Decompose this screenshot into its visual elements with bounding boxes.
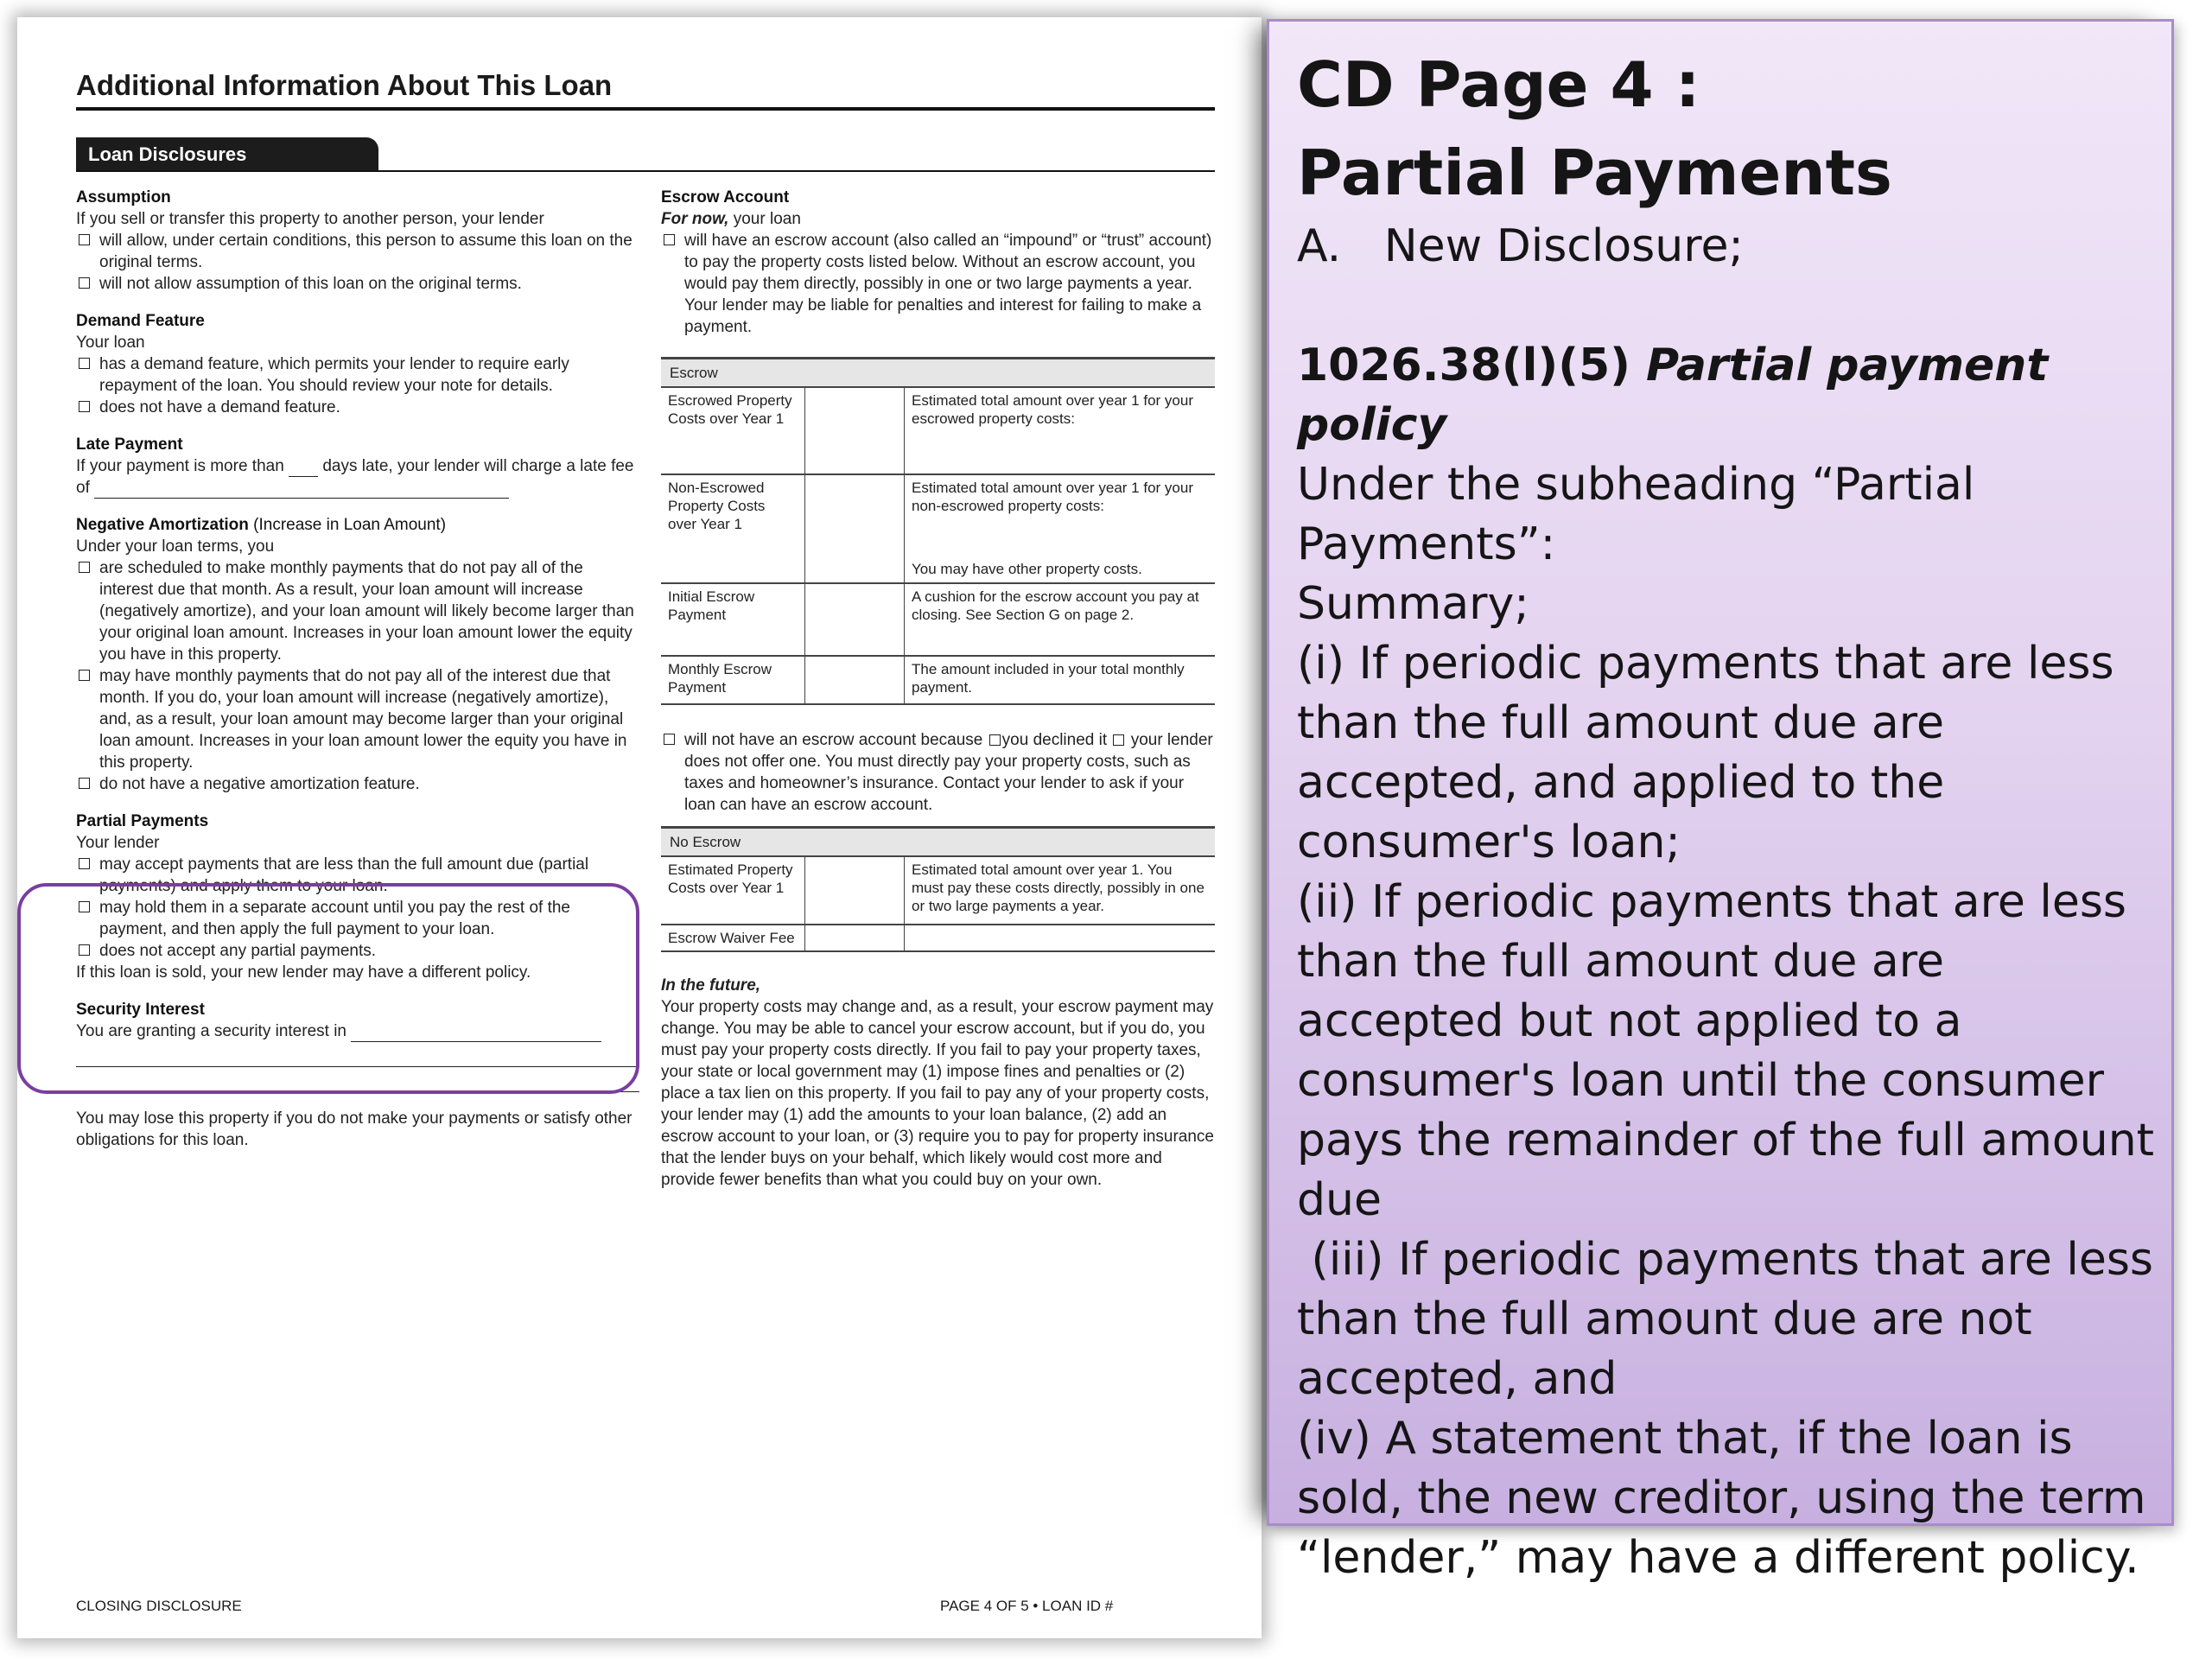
amount-cell[interactable] xyxy=(805,925,905,951)
panel-line: (iii) If periodic payments that are less than the full amount due are not accepted, and xyxy=(1297,1234,2168,1405)
checkbox[interactable] xyxy=(79,234,90,245)
future-heading: In the future, xyxy=(661,976,761,995)
partial-option-accept[interactable]: may accept payments that are less than the full amount due (partial payments) and apply them to your loan. xyxy=(76,854,639,897)
negam-heading: Negative Amortization (Increase in Loan Amount) xyxy=(76,516,447,534)
checkbox[interactable] xyxy=(79,778,90,789)
panel-line: (i) If periodic payments that are less than the full amount due are accepted, and applied to the consumer's loan; xyxy=(1297,638,2114,868)
partial-note: If this loan is sold, your new lender may have a different policy. xyxy=(76,963,531,982)
assumption-section xyxy=(76,187,639,295)
assumption-option-not-allow[interactable]: will not allow assumption of this loan on the original terms. xyxy=(76,273,639,295)
demand-feature-section xyxy=(76,310,639,418)
panel-title-line2: Partial Payments xyxy=(1297,137,1892,209)
negam-option-none[interactable]: do not have a negative amortization feature. xyxy=(76,773,639,795)
table-row: Initial Escrow Payment A cushion for the escrow account you pay at closing. See Section G on page 2. xyxy=(661,583,1215,656)
amount-cell[interactable] xyxy=(805,583,905,656)
late-heading: Late Payment xyxy=(76,435,183,454)
security-intro: You are granting a security interest in xyxy=(76,1020,639,1042)
days-blank[interactable] xyxy=(289,461,318,477)
partial-heading: Partial Payments xyxy=(76,812,209,830)
table-row: Estimated Property Costs over Year 1 Estimated total amount over year 1. You must pay these costs directly, possibly in one or two large payments a year. xyxy=(661,857,1215,925)
security-heading: Security Interest xyxy=(76,1001,205,1019)
assumption-option-allow[interactable]: will allow, under certain conditions, this person to assume this loan on the original terms. xyxy=(76,230,639,273)
amount-cell[interactable] xyxy=(805,656,905,704)
escrow-option-will-not-have[interactable]: will not have an escrow account because you declined it your lender does not offer one. You must directly pay your property costs, such as taxes and homeowner’s insurance. Contact your lender to ask if your loan can have an escrow account. xyxy=(661,729,1215,816)
page-title: Additional Information About This Loan xyxy=(76,69,1215,111)
escrow-heading: Escrow Account xyxy=(661,188,790,207)
panel-line: (iv) A statement that, if the loan is sold, the new creditor, using the term “lender,” may have a different policy. xyxy=(1297,1413,2146,1584)
checkbox[interactable] xyxy=(79,277,90,289)
partial-option-hold[interactable]: may hold them in a separate account until you pay the rest of the payment, and then apply the full payment to your loan. xyxy=(76,897,639,940)
assumption-intro: If you sell or transfer this property to another person, your lender xyxy=(76,210,544,228)
footer-right: PAGE 4 OF 5 • LOAN ID # xyxy=(940,1598,1114,1614)
checkbox[interactable] xyxy=(664,234,675,245)
checkbox-declined[interactable] xyxy=(989,734,1001,746)
notes-panel xyxy=(1267,19,2174,1584)
partial-intro: Your lender xyxy=(76,834,160,852)
no-escrow-table xyxy=(661,857,1215,952)
checkbox[interactable] xyxy=(79,670,90,681)
divider xyxy=(76,170,1215,172)
notes-content xyxy=(1297,41,2168,1588)
checkbox[interactable] xyxy=(79,858,90,869)
table-row: Escrowed Property Costs over Year 1 Estimated total amount over year 1 for your escrowed property costs: xyxy=(661,388,1215,474)
partial-option-not-accept[interactable]: does not accept any partial payments. xyxy=(76,940,639,962)
panel-title-line1: CD Page 4 : xyxy=(1297,48,1700,121)
amount-cell[interactable] xyxy=(805,474,905,583)
escrow-for-now: For now, your loan xyxy=(661,210,801,228)
escrow-table xyxy=(661,388,1215,705)
panel-line: (ii) If periodic payments that are less than the full amount due are accepted but not applied to a consumer's loan until the consumer pays the remainder of the full amount due xyxy=(1297,876,2155,1226)
checkbox[interactable] xyxy=(664,734,675,745)
late-payment-section xyxy=(76,434,639,499)
partial-payments-highlight xyxy=(17,883,639,1094)
demand-option-has[interactable]: has a demand feature, which permits your lender to require early repayment of the loan. You should review your note for details. xyxy=(76,353,639,397)
negative-amortization-section xyxy=(76,514,639,795)
security-note: You may lose this property if you do not make your payments or satisfy other obligations for this loan. xyxy=(76,1109,632,1149)
amount-cell[interactable] xyxy=(805,388,905,474)
escrow-option-will-have[interactable]: will have an escrow account (also called an “impound” or “trust” account) to pay the property costs listed below. Without an escrow account, you would pay them directly, possibly in one or two large payments a year. Your lender may be liable for penalties and interest for failing to make a payment. xyxy=(661,230,1215,338)
amount-cell[interactable] xyxy=(805,857,905,925)
table-row: Monthly Escrow Payment The amount included in your total monthly payment. xyxy=(661,656,1215,704)
future-text: Your property costs may change and, as a result, your escrow payment may change. You may be able to cancel your escrow account, but if you do, you must pay your property costs directly. If you fail to pay your property taxes, your state or local government may (1) impose fines and penalties or (2) place a tax lien on this property. If you fail to pay any of your property costs, your lender may (1) add the amounts to your loan balance, (2) add an escrow account to your loan, or (3) require you to pay for property insurance that the lender buys on your behalf, which likely would cost more and provide fewer benefits than what you could buy on your own. xyxy=(661,998,1214,1189)
assumption-heading: Assumption xyxy=(76,188,171,207)
demand-option-not[interactable]: does not have a demand feature. xyxy=(76,397,639,418)
section-tab-loan-disclosures: Loan Disclosures xyxy=(76,137,378,172)
checkbox-lender-not-offer[interactable] xyxy=(1113,734,1124,746)
late-text: If your payment is more than days late, your lender will charge a late fee of xyxy=(76,457,634,497)
panel-line: Summary; xyxy=(1297,578,1529,630)
checkbox[interactable] xyxy=(79,562,90,573)
negam-intro: Under your loan terms, you xyxy=(76,537,275,556)
negam-option-may[interactable]: may have monthly payments that do not pay all of the interest due that month. If you do, your loan amount will increase (negatively amortize), and, as a result, your loan amount may become larger than your original loan amount. Increases in your loan amount lower the equity you have in this property. xyxy=(76,665,639,773)
no-escrow-label: No Escrow xyxy=(661,826,1215,857)
late-fee-blank[interactable] xyxy=(94,482,509,499)
right-column xyxy=(661,187,1215,1191)
demand-intro: Your loan xyxy=(76,334,145,352)
panel-line: Under the subheading “Partial Payments”: xyxy=(1297,459,1975,570)
negam-option-scheduled[interactable]: are scheduled to make monthly payments that do not pay all of the interest due that month. As a result, your loan amount will increase (negatively amortize), and your loan amount will likely become larger than your original loan amount. Increases in your loan amount lower the equity you have in this property. xyxy=(76,557,639,665)
checkbox[interactable] xyxy=(79,401,90,412)
footer-left: CLOSING DISCLOSURE xyxy=(76,1598,242,1614)
demand-heading: Demand Feature xyxy=(76,312,205,330)
closing-disclosure-page xyxy=(17,17,1262,1638)
table-row: Escrow Waiver Fee xyxy=(661,925,1215,951)
checkbox[interactable] xyxy=(79,358,90,369)
spacer xyxy=(1297,276,2161,336)
rule-citation: 1026.38(l)(5) Partial payment policy xyxy=(1297,340,2049,451)
table-row: Non-Escrowed Property Costs over Year 1 Estimated total amount over year 1 for your non-escrowed property costs: You may have other property costs. xyxy=(661,474,1215,583)
escrow-table-label: Escrow xyxy=(661,357,1215,388)
panel-item-a: A. New Disclosure; xyxy=(1297,220,1744,272)
